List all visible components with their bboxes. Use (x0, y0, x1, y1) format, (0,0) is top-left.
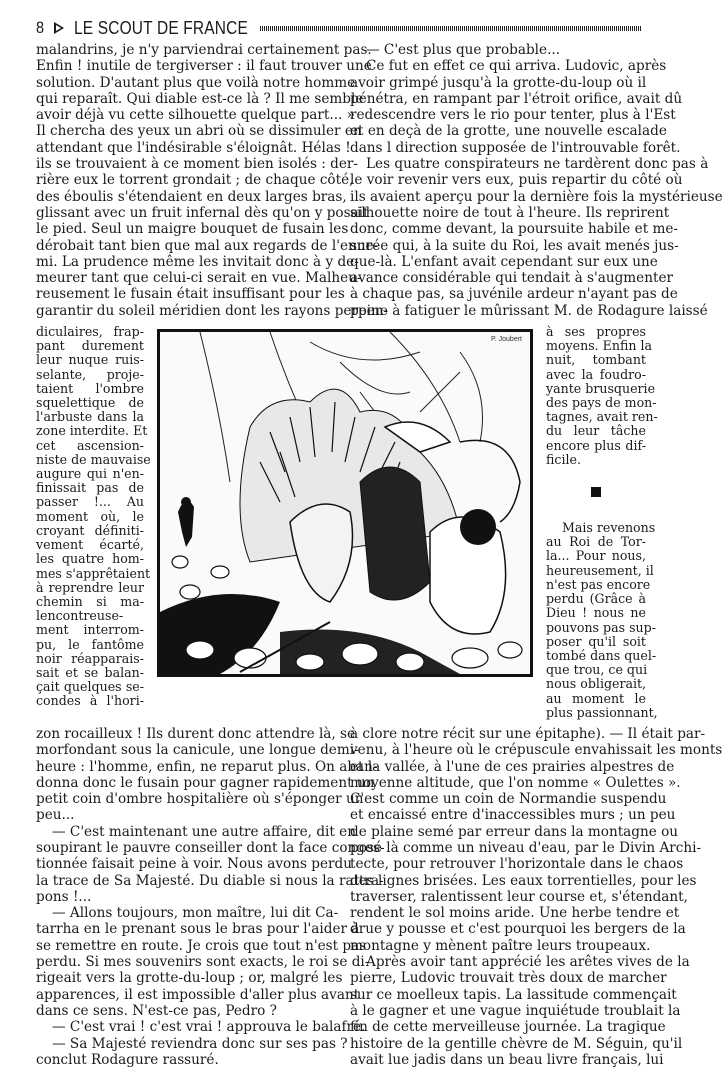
text-line: attendant que l'indésirable s'éloignât. Hélas ! (36, 139, 351, 156)
left-column-narrow (36, 324, 151, 709)
text-line: poser qu'il soit (546, 633, 646, 649)
text-line: yante brusquerie (546, 380, 656, 396)
text-line: apparences, il est impossible d'aller plus avant (36, 986, 360, 1003)
running-header (36, 16, 642, 40)
top-columns (36, 42, 723, 319)
text-line: traverser, ralentissent leur course et, s'étendant, (350, 888, 688, 905)
text-line: nuit, tombant (546, 352, 646, 368)
text-line: rendent le sol moins aride. Une herbe tendre et (350, 905, 680, 922)
text-line: avoir déjà vu cette silhouette quelque part... » (36, 107, 355, 124)
text-line: à chaque pas, sa juvénile ardeur n'ayant pas de (350, 286, 678, 303)
text-line: à reprendre leur (36, 579, 144, 595)
text-line: diculaires, frap- (36, 324, 144, 340)
text-line: au moment le (546, 690, 646, 706)
illustration (157, 329, 533, 677)
text-line: mes s'apprêtaient (36, 565, 151, 581)
text-line: l'arbuste dans la (36, 409, 144, 425)
text-line: avoir grimpé jusqu'à la grotte-du-loup où il (350, 74, 647, 91)
text-line: à le gagner et une vague inquiétude troublait la (350, 1002, 681, 1019)
text-line: perdu. Si mes souvenirs sont exacts, le roi se di- (36, 954, 370, 971)
text-line: Mais revenons (562, 520, 656, 536)
text-line: çait quelques se- (36, 679, 144, 695)
text-line: ment interrom- (36, 622, 144, 638)
text-line: le pied. Seul un maigre bouquet de fusain les (36, 221, 349, 238)
text-line: et la vallée, à l'une de ces prairies alpestres de (350, 758, 675, 775)
text-line: la... Pour nous, (546, 548, 646, 564)
illustration-drawing (160, 332, 530, 674)
text-line: pons !... (36, 888, 92, 905)
text-line: heure : l'homme, enfin, ne reparut plus. On aban- (36, 758, 378, 775)
text-line: tecte, pour retrouver l'horizontale dans le chaos (350, 856, 684, 873)
text-line: tarrha en le prenant sous le bras pour l'aider à (36, 921, 360, 938)
text-line: les quatre hom- (36, 551, 144, 567)
text-line: garantir du soleil méridien dont les rayons perpen- (36, 302, 389, 319)
bottom-columns (36, 725, 723, 1068)
text-line: des lignes brisées. Les eaux torrentielles, pour les (350, 872, 697, 889)
text-line: C'est comme un coin de Normandie suspendu (350, 791, 667, 808)
text-line: squelettique de (36, 395, 144, 411)
text-line: — Allons toujours, mon maître, lui dit Ca- (52, 905, 339, 922)
text-line: augure qui n'en- (36, 466, 144, 482)
text-line: donc, comme devant, la poursuite habile et me- (350, 221, 679, 238)
text-line: Après avoir tant apprécié les arêtes vives de la (366, 954, 690, 971)
text-line: se remettre en route. Je crois que tout n'est pas (36, 937, 367, 954)
text-line: — Sa Majesté reviendra donc sur ses pas ? (52, 1035, 348, 1052)
text-line: tagnes, avait ren- (546, 409, 658, 425)
text-line: peu... (36, 807, 75, 824)
right-column-narrow (546, 324, 658, 720)
text-line: la trace de Sa Majesté. Du diable si nous la rattra- (36, 872, 384, 889)
text-line: lencontreuse- (36, 608, 124, 624)
text-line: le voir revenir vers eux, puis repartir du côté où (350, 172, 683, 189)
text-line: fin de cette merveilleuse journée. La tragique (350, 1019, 666, 1036)
page-body (36, 42, 723, 1068)
text-line: reusement le fusain était insuffisant pour les (36, 286, 345, 303)
right-column-bottom (350, 725, 723, 1068)
illustration-row (36, 324, 658, 720)
text-line: pu, le fantôme (36, 636, 144, 652)
text-line: solution. D'autant plus que voilà notre homme (36, 74, 356, 91)
text-line: condes à l'hori- (36, 693, 144, 709)
text-line: selante, proje- (36, 366, 144, 382)
text-line: pant durement (36, 338, 144, 354)
text-line: pénétra, en rampant par l'étroit orifice, avait dû (350, 90, 683, 107)
text-line: dans ce sens. N'est-ce pas, Pedro ? (36, 1002, 277, 1019)
text-line: croyant définiti- (36, 522, 144, 538)
right-narrow-paragraph-a (546, 324, 658, 467)
text-line: avance considérable qui tendait à s'augmenter (350, 270, 673, 287)
text-line: finissait pas de (36, 480, 144, 496)
text-line: Enfin ! inutile de tergiverser : il faut trouver une (36, 58, 372, 75)
text-line: qui reparaît. Qui diable est-ce là ? Il me semble (36, 90, 364, 107)
text-line: rigeait vers la grotte-du-loup ; or, malgré les (36, 970, 343, 987)
text-line: encore plus dif- (546, 437, 646, 453)
text-line: venu, à l'heure où le crépuscule envahissait les monts (350, 742, 723, 759)
header-rule (260, 26, 642, 31)
text-line: ils avaient aperçu pour la dernière fois la mystérieuse (350, 188, 723, 205)
journal-title: LE SCOUT DE FRANCE (74, 17, 248, 38)
text-line: soupirant le pauvre conseiller dont la face conges- (36, 840, 385, 856)
text-line: — C'est vrai ! c'est vrai ! approuva le balafré. (52, 1019, 366, 1036)
text-line: niste de mauvaise (36, 451, 151, 467)
text-line: zon rocailleux ! Ils durent donc attendre là, se (36, 725, 356, 742)
text-line: que trou, ce qui (546, 662, 648, 678)
text-line: passer !... Au (36, 494, 144, 510)
right-column-top (350, 42, 723, 319)
text-line: taient l'ombre (36, 380, 144, 396)
text-line: ils se trouvaient à ce moment bien isolés : der- (36, 156, 359, 173)
text-line: des pays de mon- (546, 395, 657, 411)
text-line: tionnée faisait peine à voir. Nous avons perdu (36, 856, 352, 873)
text-line: cet ascension- (36, 437, 144, 453)
text-line: et encaissé entre d'inaccessibles murs ; un peu (350, 807, 676, 824)
text-line: dans l direction supposée de l'introuvable forêt. (350, 139, 681, 156)
text-line: malandrins, je n'y parviendrai certainement pas. (36, 42, 372, 58)
text-line: n'est pas encore (546, 576, 651, 592)
text-line: histoire de la gentille chèvre de M. Séguin, qu'il (350, 1035, 683, 1052)
text-line: moment où, le (36, 508, 144, 524)
text-line: tombé dans quel- (546, 647, 657, 663)
text-line: noir réapparais- (36, 650, 144, 666)
text-line: leur nuque ruis- (36, 352, 144, 368)
text-line: dérobait tant bien que mal aux regards de l'enne- (36, 237, 379, 254)
text-line: de plaine semé par erreur dans la montagne ou (350, 823, 679, 840)
text-line: au Roi de Tor- (546, 534, 646, 550)
text-line: du leur tâche (546, 423, 646, 439)
text-line: Ce fut en effet ce qui arriva. Ludovic, après (366, 58, 667, 75)
text-line: — C'est plus que probable... (366, 42, 561, 58)
text-line: — C'est maintenant une autre affaire, dit en (52, 823, 356, 840)
right-triangle-icon (54, 22, 64, 34)
text-line: avec la foudro- (546, 366, 646, 382)
text-line: zone interdite. Et (36, 423, 148, 439)
text-line: Les quatre conspirateurs ne tardèrent donc pas à (366, 156, 709, 173)
text-line: Il chercha des yeux un abri où se dissimuler en (36, 123, 362, 140)
text-line: donna donc le fusain pour gagner rapidement un (36, 774, 375, 791)
text-line: peine à fatiguer le mûrissant M. de Rodagure laissé (350, 302, 708, 319)
right-narrow-paragraph-b (546, 520, 658, 720)
text-line: pierre, Ludovic trouvait très doux de marcher (350, 970, 667, 987)
text-line: surée qui, à la suite du Roi, les avait menés jus- (350, 237, 679, 254)
text-line: montagne y mènent paître leurs troupeaux. (350, 937, 651, 954)
text-line: mi. La prudence même les invitait donc à y de- (36, 253, 359, 270)
text-line: Dieu ! nous ne (546, 605, 646, 621)
text-line: perdu (Grâce à (546, 591, 646, 607)
text-line: que-là. L'enfant avait cependant sur eux une (350, 253, 658, 270)
text-line: morfondant sous la canicule, une longue demi- (36, 742, 359, 759)
black-square-icon (591, 487, 601, 497)
text-line: à clore notre récit sur une épitaphe). — Il était par- (350, 725, 706, 742)
text-line: moyens. Enfin la (546, 338, 653, 354)
text-line: conclut Rodagure rassuré. (36, 1051, 219, 1068)
text-line: plus passionnant, (546, 704, 658, 720)
text-line: moyenne altitude, que l'on nomme « Oulettes ». (350, 774, 681, 791)
text-line: rière eux le torrent grondait ; de chaque côté, (36, 172, 354, 189)
text-line: ficile. (546, 451, 581, 467)
text-line: petit coin d'ombre hospitalière où s'éponger un (36, 791, 364, 808)
text-line: des éboulis s'étendaient en deux larges bras, (36, 188, 347, 205)
text-line: meurer tant que celui-ci serait en vue. Malheu- (36, 270, 362, 287)
text-line: redescendre vers le rio pour tenter, plus à l'Est (350, 107, 676, 124)
text-line: posé là comme un niveau d'eau, par le Divin Archi- (350, 840, 702, 856)
text-line: heureusement, il (546, 562, 654, 578)
text-line: chemin si ma- (36, 593, 144, 609)
text-line: vement écarté, (36, 537, 144, 553)
text-line: nous obligerait, (546, 676, 647, 692)
text-line: avait lue jadis dans un beau livre français, lui (350, 1051, 664, 1068)
artist-signature: P. Joubert (490, 336, 522, 344)
text-line: silhouette noire de tout à l'heure. Ils reprirent (350, 204, 670, 221)
text-line: et en deçà de la grotte, une nouvelle escalade (350, 123, 667, 140)
text-line: sait et se balan- (36, 664, 144, 680)
text-line: sur ce moelleux tapis. La lassitude commençait (350, 986, 677, 1003)
text-line: glissant avec un fruit infernal dès qu'on y posait (36, 204, 369, 221)
text-line: drue y pousse et c'est pourquoi les bergers de la (350, 921, 686, 938)
text-line: pouvons pas sup- (546, 619, 656, 635)
text-line: à ses propres (546, 324, 646, 340)
left-column-top (36, 42, 389, 319)
page-number: 8 (36, 18, 45, 37)
left-column-bottom (36, 725, 385, 1068)
